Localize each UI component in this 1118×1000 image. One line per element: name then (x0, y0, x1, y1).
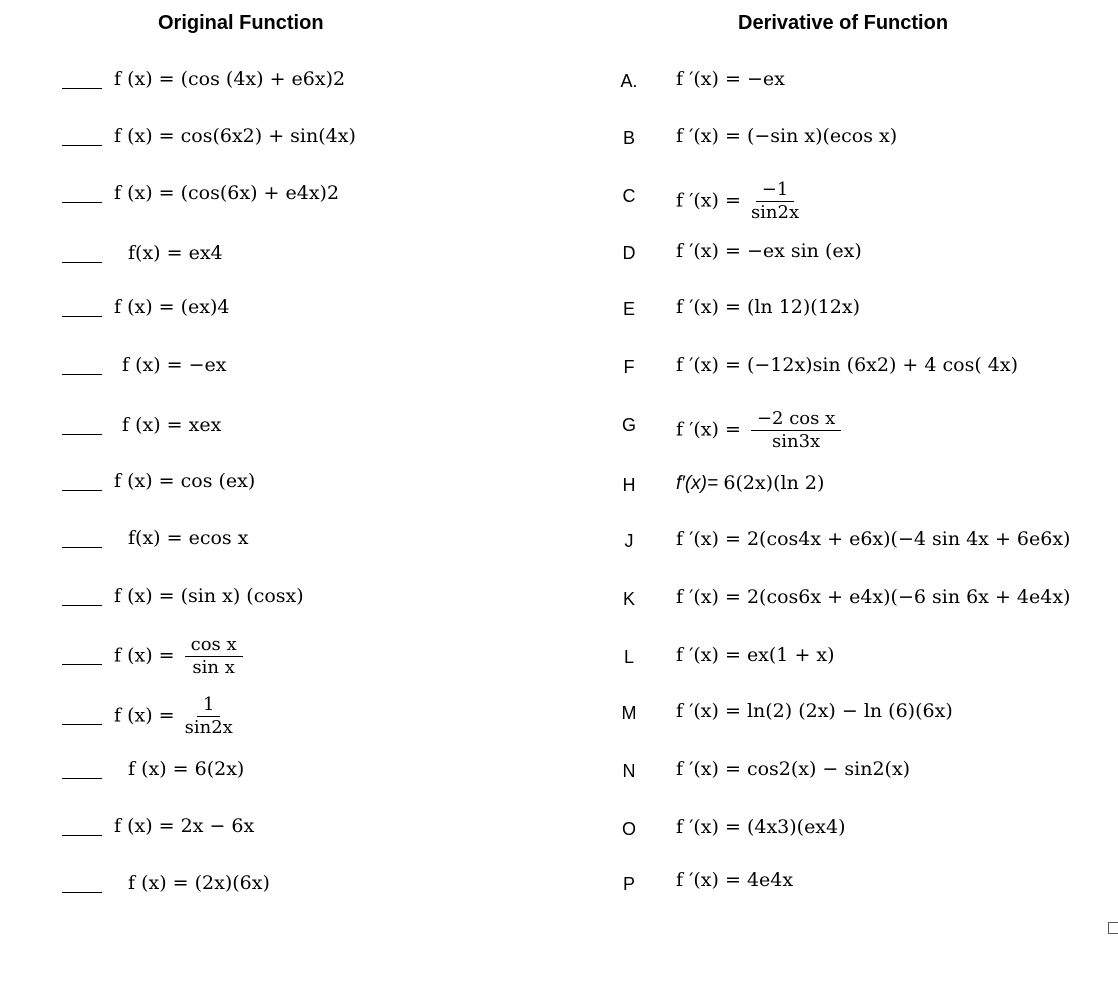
fraction (751, 410, 841, 451)
derivative-lhs: f ′(x) = (676, 189, 747, 212)
function-lhs: f (x) = (114, 125, 181, 147)
derivative-rhs: 4e4x (746, 869, 794, 891)
function-rhs: ecos x (188, 527, 249, 549)
derivative-lhs: f ′(x) = (676, 125, 747, 147)
function-rhs: (cos(6x) + e4x)2 (180, 182, 340, 204)
derivative-row (0, 588, 1118, 628)
derivative-function (676, 474, 824, 493)
fraction (751, 181, 799, 222)
derivative-letter: N (622, 761, 636, 781)
fraction-numerator: cos x (185, 636, 243, 657)
function-lhs: f (x) = (114, 470, 181, 492)
derivative-function (676, 127, 897, 146)
derivative-rhs: (ln 12)(12x) (746, 296, 861, 318)
derivative-rhs: 6(2x)(ln 2) (723, 472, 825, 494)
derivative-lhs: f ′(x) = (676, 586, 747, 608)
derivative-rhs: (−12x)sin (6x2) + 4 cos( 4x) (746, 354, 1019, 376)
fraction-numerator: −2 cos x (751, 410, 841, 431)
derivative-function (676, 871, 793, 890)
derivative-lhs: f ′(x) = (676, 700, 747, 722)
derivative-function (676, 646, 835, 665)
derivative-function (676, 356, 1018, 375)
fraction-numerator: 1 (197, 696, 220, 717)
corner-handle-icon (1108, 922, 1118, 934)
derivative-rhs: −ex (746, 68, 785, 90)
derivative-lhs: f ′(x) = (676, 869, 747, 891)
derivative-letter: P (622, 874, 635, 894)
function-rhs: (ex)4 (180, 296, 230, 318)
derivative-function (676, 181, 799, 222)
derivative-letter: J (624, 531, 634, 551)
derivative-lhs: f ′(x) = (676, 296, 747, 318)
function-rhs: cos(6x2) + sin(4x) (180, 125, 356, 147)
derivative-letter: D (622, 243, 636, 263)
function-lhs: f (x) = (114, 644, 181, 667)
function-lhs: f (x) = (114, 182, 181, 204)
function-rhs: (cos (4x) + e6x)2 (180, 68, 346, 90)
derivative-row (0, 127, 1118, 167)
derivative-letter: B (622, 128, 635, 148)
derivative-rhs: 2(cos6x + e4x)(−6 sin 6x + 4e4x) (746, 586, 1071, 608)
function-rhs: (2x)(6x) (194, 872, 270, 894)
derivative-row (0, 818, 1118, 858)
derivative-row (0, 702, 1118, 742)
function-rhs: 6(2x) (194, 758, 245, 780)
derivative-function (676, 530, 1070, 549)
derivative-row (0, 530, 1118, 570)
derivative-letter: E (622, 299, 635, 319)
derivative-row (0, 760, 1118, 800)
function-rhs: ex4 (188, 242, 223, 264)
derivative-function (676, 410, 841, 451)
derivative-letter: L (623, 647, 634, 667)
derivative-letter: C (622, 186, 636, 206)
derivative-letter: O (621, 819, 636, 839)
derivative-lhs: f ′(x) = (676, 758, 747, 780)
function-rhs: cos (ex) (180, 470, 256, 492)
derivative-rhs: −ex sin (ex) (746, 240, 862, 262)
derivative-lhs: f ′(x) = (676, 418, 747, 441)
function-rhs: xex (188, 414, 222, 436)
derivative-rhs: (−sin x)(ecos x) (746, 125, 898, 147)
derivative-row (0, 408, 1118, 454)
fraction-denominator: sin2x (750, 202, 800, 223)
function-rhs: (sin x) (cosx) (180, 585, 304, 607)
derivative-letter: K (622, 589, 635, 609)
derivative-row (0, 179, 1118, 225)
derivative-rhs: 2(cos4x + e6x)(−4 sin 4x + 6e6x) (746, 528, 1071, 550)
derivative-row (0, 356, 1118, 396)
function-rhs: −ex (188, 354, 227, 376)
derivative-lhs: f ′(x) = (676, 240, 747, 262)
derivative-row (0, 869, 1118, 913)
derivative-row (0, 474, 1118, 514)
function-lhs: f(x) = (128, 527, 189, 549)
function-lhs: f (x) = (114, 704, 181, 727)
function-lhs: f(x) = (128, 242, 189, 264)
derivative-lhs: f ′(x) = (676, 68, 747, 90)
fraction-denominator: sin x (192, 657, 235, 678)
derivative-row (0, 242, 1118, 282)
derivative-function (676, 818, 846, 837)
fraction-denominator: sin3x (771, 431, 821, 452)
derivative-rhs: ln(2) (2x) − ln (6)(6x) (746, 700, 953, 722)
function-lhs: f (x) = (128, 758, 195, 780)
function-lhs: f (x) = (122, 414, 189, 436)
function-lhs: f (x) = (114, 296, 181, 318)
derivative-function-header: Derivative of Function (738, 12, 949, 34)
function-lhs: f (x) = (128, 872, 195, 894)
derivative-lhs: f ′(x) = (676, 528, 747, 550)
function-rhs: 2x − 6x (180, 815, 255, 837)
derivative-lhs: f′(x)= (676, 473, 724, 494)
fraction-denominator: sin2x (184, 717, 233, 738)
derivative-row (0, 70, 1118, 110)
derivative-lhs: f ′(x) = (676, 354, 747, 376)
derivative-row (0, 646, 1118, 686)
derivative-lhs: f ′(x) = (676, 816, 747, 838)
derivative-function (676, 70, 785, 89)
function-lhs: f (x) = (114, 815, 181, 837)
function-lhs: f (x) = (122, 354, 189, 376)
derivative-letter: M (621, 703, 637, 723)
derivative-letter: G (621, 415, 636, 435)
derivative-function (676, 242, 862, 261)
derivative-function (676, 702, 953, 721)
function-lhs: f (x) = (114, 585, 181, 607)
fraction-numerator: −1 (756, 181, 795, 202)
derivative-lhs: f ′(x) = (676, 644, 747, 666)
derivative-function (676, 298, 860, 317)
derivative-row (0, 298, 1118, 338)
function-lhs: f (x) = (114, 68, 181, 90)
derivative-function (676, 588, 1070, 607)
derivative-letter: A. (620, 71, 638, 91)
original-function-header: Original Function (158, 12, 324, 34)
derivative-letter: F (623, 357, 635, 377)
derivative-rhs: ex(1 + x) (746, 644, 835, 666)
derivative-function (676, 760, 910, 779)
derivative-letter: H (622, 475, 636, 495)
derivative-rhs: (4x3)(ex4) (746, 816, 846, 838)
derivative-rhs: cos2(x) − sin2(x) (746, 758, 911, 780)
